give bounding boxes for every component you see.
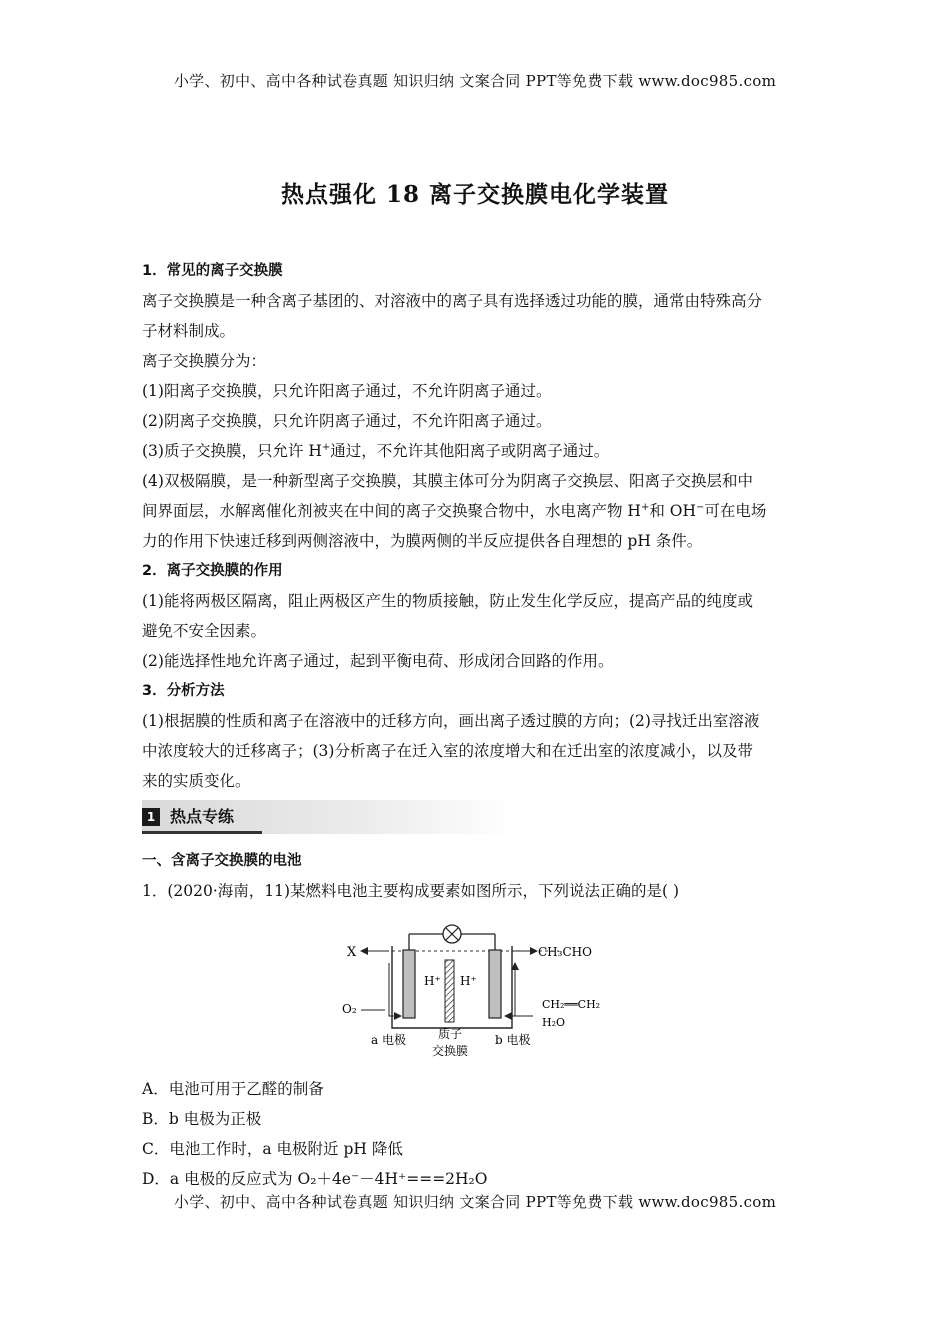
option-b: B．b 电极为正极 (142, 1110, 262, 1128)
section2-item2: (2)能选择性地允许离子通过，起到平衡电荷、形成闭合回路的作用。 (142, 652, 614, 670)
electrode-b (489, 950, 501, 1018)
section1-item4-line2: 间界面层，水解离催化剂被夹在中间的离子交换聚合物中，水电离产物 H+和 OH−可在电场 (142, 501, 767, 520)
option-a: A．电池可用于乙醛的制备 (142, 1080, 324, 1098)
label-h2o: H₂O (542, 1016, 566, 1029)
part1-heading: 一、含离子交换膜的电池 (142, 853, 302, 869)
section1-item4-line3: 力的作用下快速迁移到两侧溶液中，为膜两侧的半反应提供各自理想的 pH 条件。 (142, 532, 703, 550)
item4-text-b: 和 OH (649, 502, 696, 520)
electrode-a (403, 950, 415, 1018)
section1-item1: (1)阳离子交换膜，只允许阳离子通过，不允许阴离子通过。 (142, 382, 552, 400)
h-plus-left-label: H⁺ (424, 974, 441, 988)
label-ch2ch2: CH₂══CH₂ (542, 998, 601, 1011)
h-plus-right-label: H⁺ (460, 974, 477, 988)
section1-item3: (3)质子交换膜，只允许 H+通过，不允许其他阳离子或阴离子通过。 (142, 441, 610, 460)
item3-text-a: (3)质子交换膜，只允许 H (142, 442, 322, 460)
section2-heading: 2．离子交换膜的作用 (142, 563, 283, 579)
item4-text-c: 可在电场 (704, 502, 767, 520)
label-membrane-line1: 质子 (438, 1027, 463, 1041)
label-ch3cho: CH₃CHO (538, 945, 592, 959)
section1-para2: 离子交换膜分为： (142, 352, 267, 370)
section1-heading: 1．常见的离子交换膜 (142, 263, 283, 279)
section1-item2: (2)阴离子交换膜，只允许阴离子通过，不允许阳离子通过。 (142, 412, 552, 430)
label-x: X (347, 945, 357, 960)
option-c: C．电池工作时，a 电极附近 pH 降低 (142, 1140, 403, 1158)
section3-line2: 中浓度较大的迁移离子；(3)分析离子在迁入室的浓度增大和在迁出室的浓度减小，以及带 (142, 742, 753, 760)
label-b-electrode: b 电极 (495, 1033, 531, 1047)
page-header: 小学、初中、高中各种试卷真题 知识归纳 文案合同 PPT等免费下载 www.doc985.com (173, 72, 777, 90)
section3-heading: 3．分析方法 (142, 683, 225, 699)
question-stem: 1．(2020·海南，11)某燃料电池主要构成要素如图所示，下列说法正确的是( ) (142, 882, 680, 900)
page-footer: 小学、初中、高中各种试卷真题 知识归纳 文案合同 PPT等免费下载 www.doc985.com (173, 1193, 777, 1211)
section1-para1-line1: 离子交换膜是一种含离子基团的、对溶液中的离子具有选择透过功能的膜，通常由特殊高分 (142, 292, 763, 310)
fuel-cell-svg (337, 912, 617, 1072)
main-content (142, 256, 812, 1194)
label-o2: O₂ (342, 1002, 357, 1016)
section1-para1-line2: 子材料制成。 (142, 322, 236, 340)
section2-item1-line1: (1)能将两极区隔离，阻止两极区产生的物质接触，防止发生化学反应，提高产品的纯度或 (142, 592, 753, 610)
fuel-cell-diagram (142, 906, 812, 1074)
item4-text-a: 间界面层，水解离催化剂被夹在中间的离子交换聚合物中，水电离产物 H (142, 502, 641, 520)
banner-label: 热点专练 (170, 807, 235, 826)
label-a-electrode: a 电极 (371, 1033, 406, 1047)
label-membrane-line2: 交换膜 (432, 1044, 469, 1058)
practice-banner (142, 796, 812, 836)
section3-line3: 来的实质变化。 (142, 772, 251, 790)
section3-line1: (1)根据膜的性质和离子在溶液中的迁移方向，画出离子透过膜的方向；(2)寻找迁出室溶液 (142, 712, 760, 730)
banner-underline (142, 831, 262, 834)
proton-membrane (445, 960, 454, 1022)
item3-text-b: 通过，不允许其他阳离子或阴离子通过。 (330, 442, 610, 460)
section2-item1-line2: 避免不安全因素。 (142, 622, 267, 640)
section1-item4-line1: (4)双极隔膜，是一种新型离子交换膜，其膜主体可分为阴离子交换层、阳离子交换层和中 (142, 472, 753, 490)
option-d: D．a 电极的反应式为 O₂＋4e⁻－4H⁺===2H₂O (142, 1170, 488, 1188)
page-title: 热点强化 18 离子交换膜电化学装置 (280, 181, 670, 208)
banner-number-icon: 1 (142, 808, 160, 826)
